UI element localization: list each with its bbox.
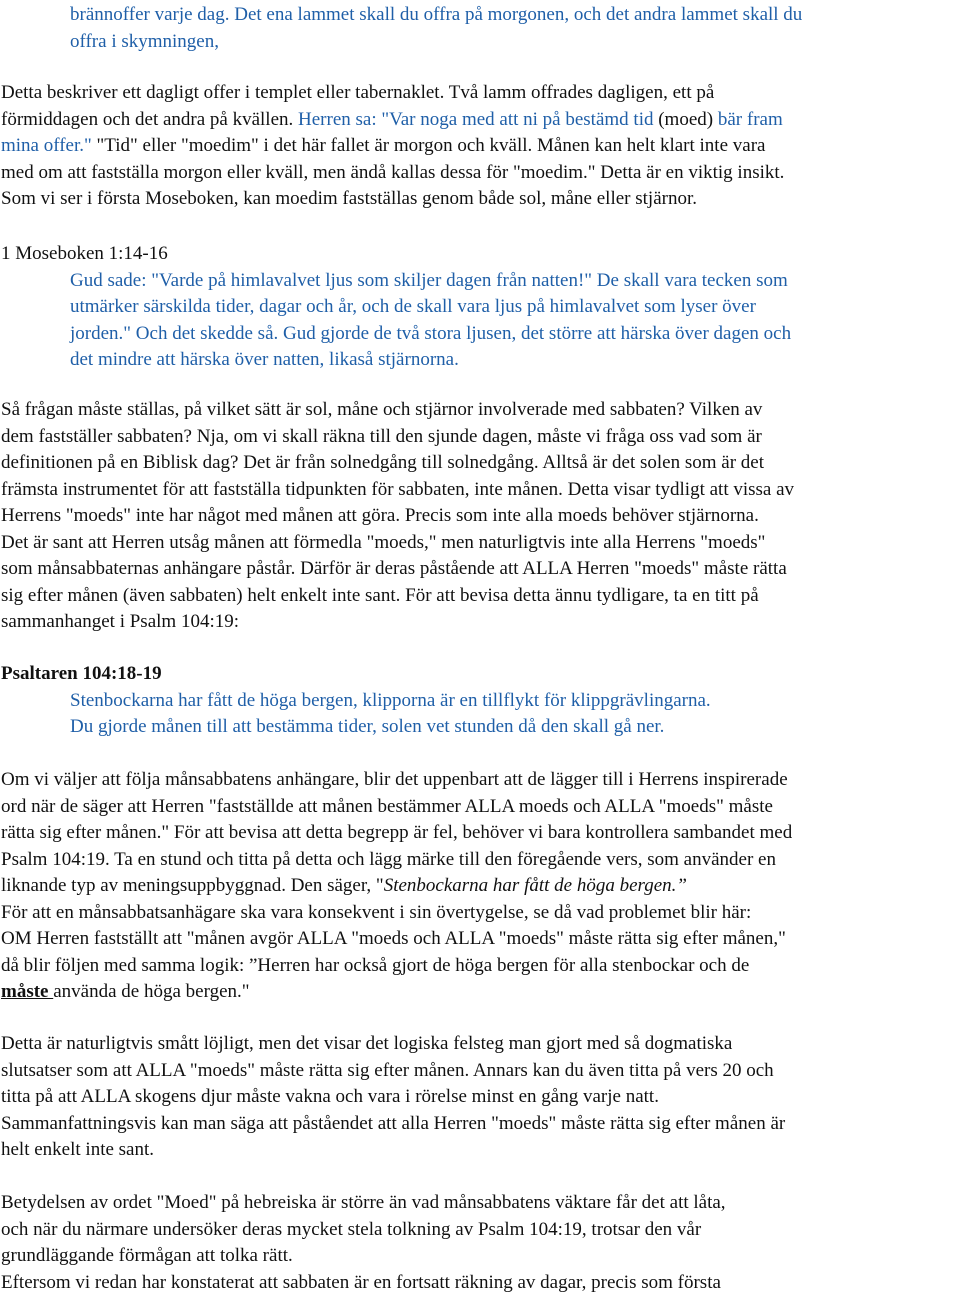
paragraph-1 xyxy=(1,80,959,213)
scripture-quote: Gud sade: "Varde på himlavalvet ljus som skiljer dagen från natten! xyxy=(70,269,585,291)
text-line: Du gjorde månen till att bestämma tider, solen vet stunden då den skall gå ner. xyxy=(70,716,665,737)
text-run: "Tid" eller "moedim" i det här fallet är morgon och kväll. Månen kan helt klart inte vara xyxy=(91,135,766,156)
scripture-quote: mina offer." xyxy=(1,135,92,156)
reference-heading: Psaltaren 104:18-19 xyxy=(1,663,162,684)
text-line: jorden." Och det skedde så. Gud gjorde de två stora ljusen, det större att härska över dagen och xyxy=(70,322,792,344)
text-line: Psalm 104:19. Ta en stund och titta på detta och lägg märke till den föregående vers, som använder en xyxy=(1,848,776,870)
scripture-quote: " De skall vara tecken som xyxy=(584,269,788,291)
text-line: som månsabbaternas anhängare påstår. Därför är deras påstående att ALLA Herren "moeds" måste rätta xyxy=(1,558,787,579)
text-line: brännoffer varje dag. Det ena lammet skall du offra på morgonen, och det andra lammet skall du xyxy=(70,4,803,25)
text-line: sig efter månen (även sabbaten) helt enkelt inte sant. För att bevisa detta ännu tydligare, ta en titt på xyxy=(1,584,759,606)
paragraph-3 xyxy=(1,767,959,1006)
text-line: Eftersom vi redan har konstaterat att sabbaten är en fortsatt räkning av dagar, precis som första xyxy=(1,1271,721,1293)
text-line: dem fastställer sabbaten? Nja, om vi skall räkna till den sjunde dagen, måste vi fråga oss vad som är xyxy=(1,425,762,447)
text-line: Det är sant att Herren utsåg månen att förmedla "moeds," men naturligtvis inte alla Herrens "moeds" xyxy=(1,531,766,553)
text-run: liknande typ av meningsuppbyggnad. Den säger, " xyxy=(1,875,384,896)
paragraph-4 xyxy=(1,1031,959,1164)
text-line: Stenbockarna har fått de höga bergen, klipporna är en tillflykt för klippgrävlingarna. xyxy=(70,689,711,711)
text-line: Detta beskriver ett dagligt offer i templet eller tabernaklet. Två lamm offrades dagligen, ett på xyxy=(1,82,715,103)
text-line: titta på att ALLA skogens djur måste vakna och vara i rörelse minst en gång varje natt. xyxy=(1,1086,659,1107)
text-line xyxy=(1,873,959,900)
text-line: Herrens "moeds" inte har något med månen att göra. Precis som inte alla moeds behöver stjärnorna. xyxy=(1,505,759,526)
text-line: Som vi ser i första Moseboken, kan moedim fastställas genom både sol, måne eller stjärnor. xyxy=(1,188,697,209)
text-line: offra i skymningen, xyxy=(70,30,219,52)
text-line: Detta är naturligtvis smått löjligt, men det visar det logiska felsteg man gjort med så dogmatiska xyxy=(1,1033,733,1054)
text-line: utmärker särskilda tider, dagar och år, och de skall vara ljus på himlavalvet som lyser över xyxy=(70,296,756,317)
text-line: För att en månsabbatsanhägare ska vara konsekvent i sin övertygelse, se då vad problemet blir här: xyxy=(1,901,752,923)
reference-psalm xyxy=(1,661,959,741)
text-line: Sammanfattningsvis kan man säga att påståendet att alla Herren "moeds" måste rätta sig efter månen är xyxy=(1,1112,786,1134)
text-line: sammanhanget i Psalm 104:19: xyxy=(1,611,240,632)
text-line: definitionen på en Biblisk dag? Det är från solnedgång till solnedgång. Alltså är det solen som är det xyxy=(1,452,764,473)
text-line: slutsatser som att ALLA "moeds" måste rätta sig efter månen. Annars kan du även titta på vers 20 och xyxy=(1,1059,774,1081)
italic-quote: Stenbockarna har fått de höga bergen.” xyxy=(383,875,687,896)
text-line: grundläggande förmågan att tolka rätt. xyxy=(1,1245,293,1266)
scripture-quote: bär fram xyxy=(717,108,783,130)
paragraph-2 xyxy=(1,397,959,636)
text-line: då blir följen med samma logik: ”Herren har också gjort de höga bergen för alla stenbockar och de xyxy=(1,954,750,976)
scripture-quote: Herren sa: "Var noga med att ni på bestämd tid xyxy=(298,108,654,130)
text-run: använda de höga bergen." xyxy=(53,981,250,1002)
text-line xyxy=(1,107,959,134)
text-line: rätta sig efter månen." För att bevisa att detta begrepp är fel, behöver vi bara kontrollera sambandet med xyxy=(1,822,793,843)
emphasized-word: måste xyxy=(1,981,54,1002)
text-line: det mindre att härska över natten, likaså stjärnorna. xyxy=(70,349,459,370)
text-line: Betydelsen av ordet "Moed" på hebreiska är större än vad månsabbatens väktare får det att låta, xyxy=(1,1192,726,1213)
text-line: och när du närmare undersöker deras mycket stela tolkning av Psalm 104:19, trotsar den vår xyxy=(1,1218,702,1240)
intro-quote xyxy=(1,2,959,55)
paragraph-5 xyxy=(1,1190,959,1296)
text-line: helt enkelt inte sant. xyxy=(1,1139,155,1160)
text-line: Om vi väljer att följa månsabbatens anhängare, blir det uppenbart att de lägger till i Herrens inspirerade xyxy=(1,769,788,790)
text-line: OM Herren fastställt att "månen avgör ALLA "moeds och ALLA "moeds" måste rätta sig efter månen," xyxy=(1,928,786,949)
text-line: Så frågan måste ställas, på vilket sätt är sol, måne och stjärnor involverade med sabbaten? Vilken av xyxy=(1,399,763,420)
text-line xyxy=(1,979,959,1006)
text-line xyxy=(1,133,959,160)
text-run: förmiddagen och det andra på kvällen. xyxy=(1,108,299,130)
text-run: (moed) xyxy=(653,108,718,130)
text-line: med om att fastställa morgon eller kväll, men ändå kallas dessa för "moedim." Detta är en viktig insikt. xyxy=(1,161,785,183)
text-line: ord när de säger att Herren "fastställde att månen bestämmer ALLA moeds och ALLA "moeds" måste xyxy=(1,795,773,817)
text-line xyxy=(1,268,959,295)
reference-genesis xyxy=(1,241,959,374)
reference-heading: 1 Moseboken 1:14-16 xyxy=(1,243,168,264)
text-line: främsta instrumentet för att fastställa tidpunkten för sabbaten, inte månen. Detta visar tydligt att vissa av xyxy=(1,478,795,500)
